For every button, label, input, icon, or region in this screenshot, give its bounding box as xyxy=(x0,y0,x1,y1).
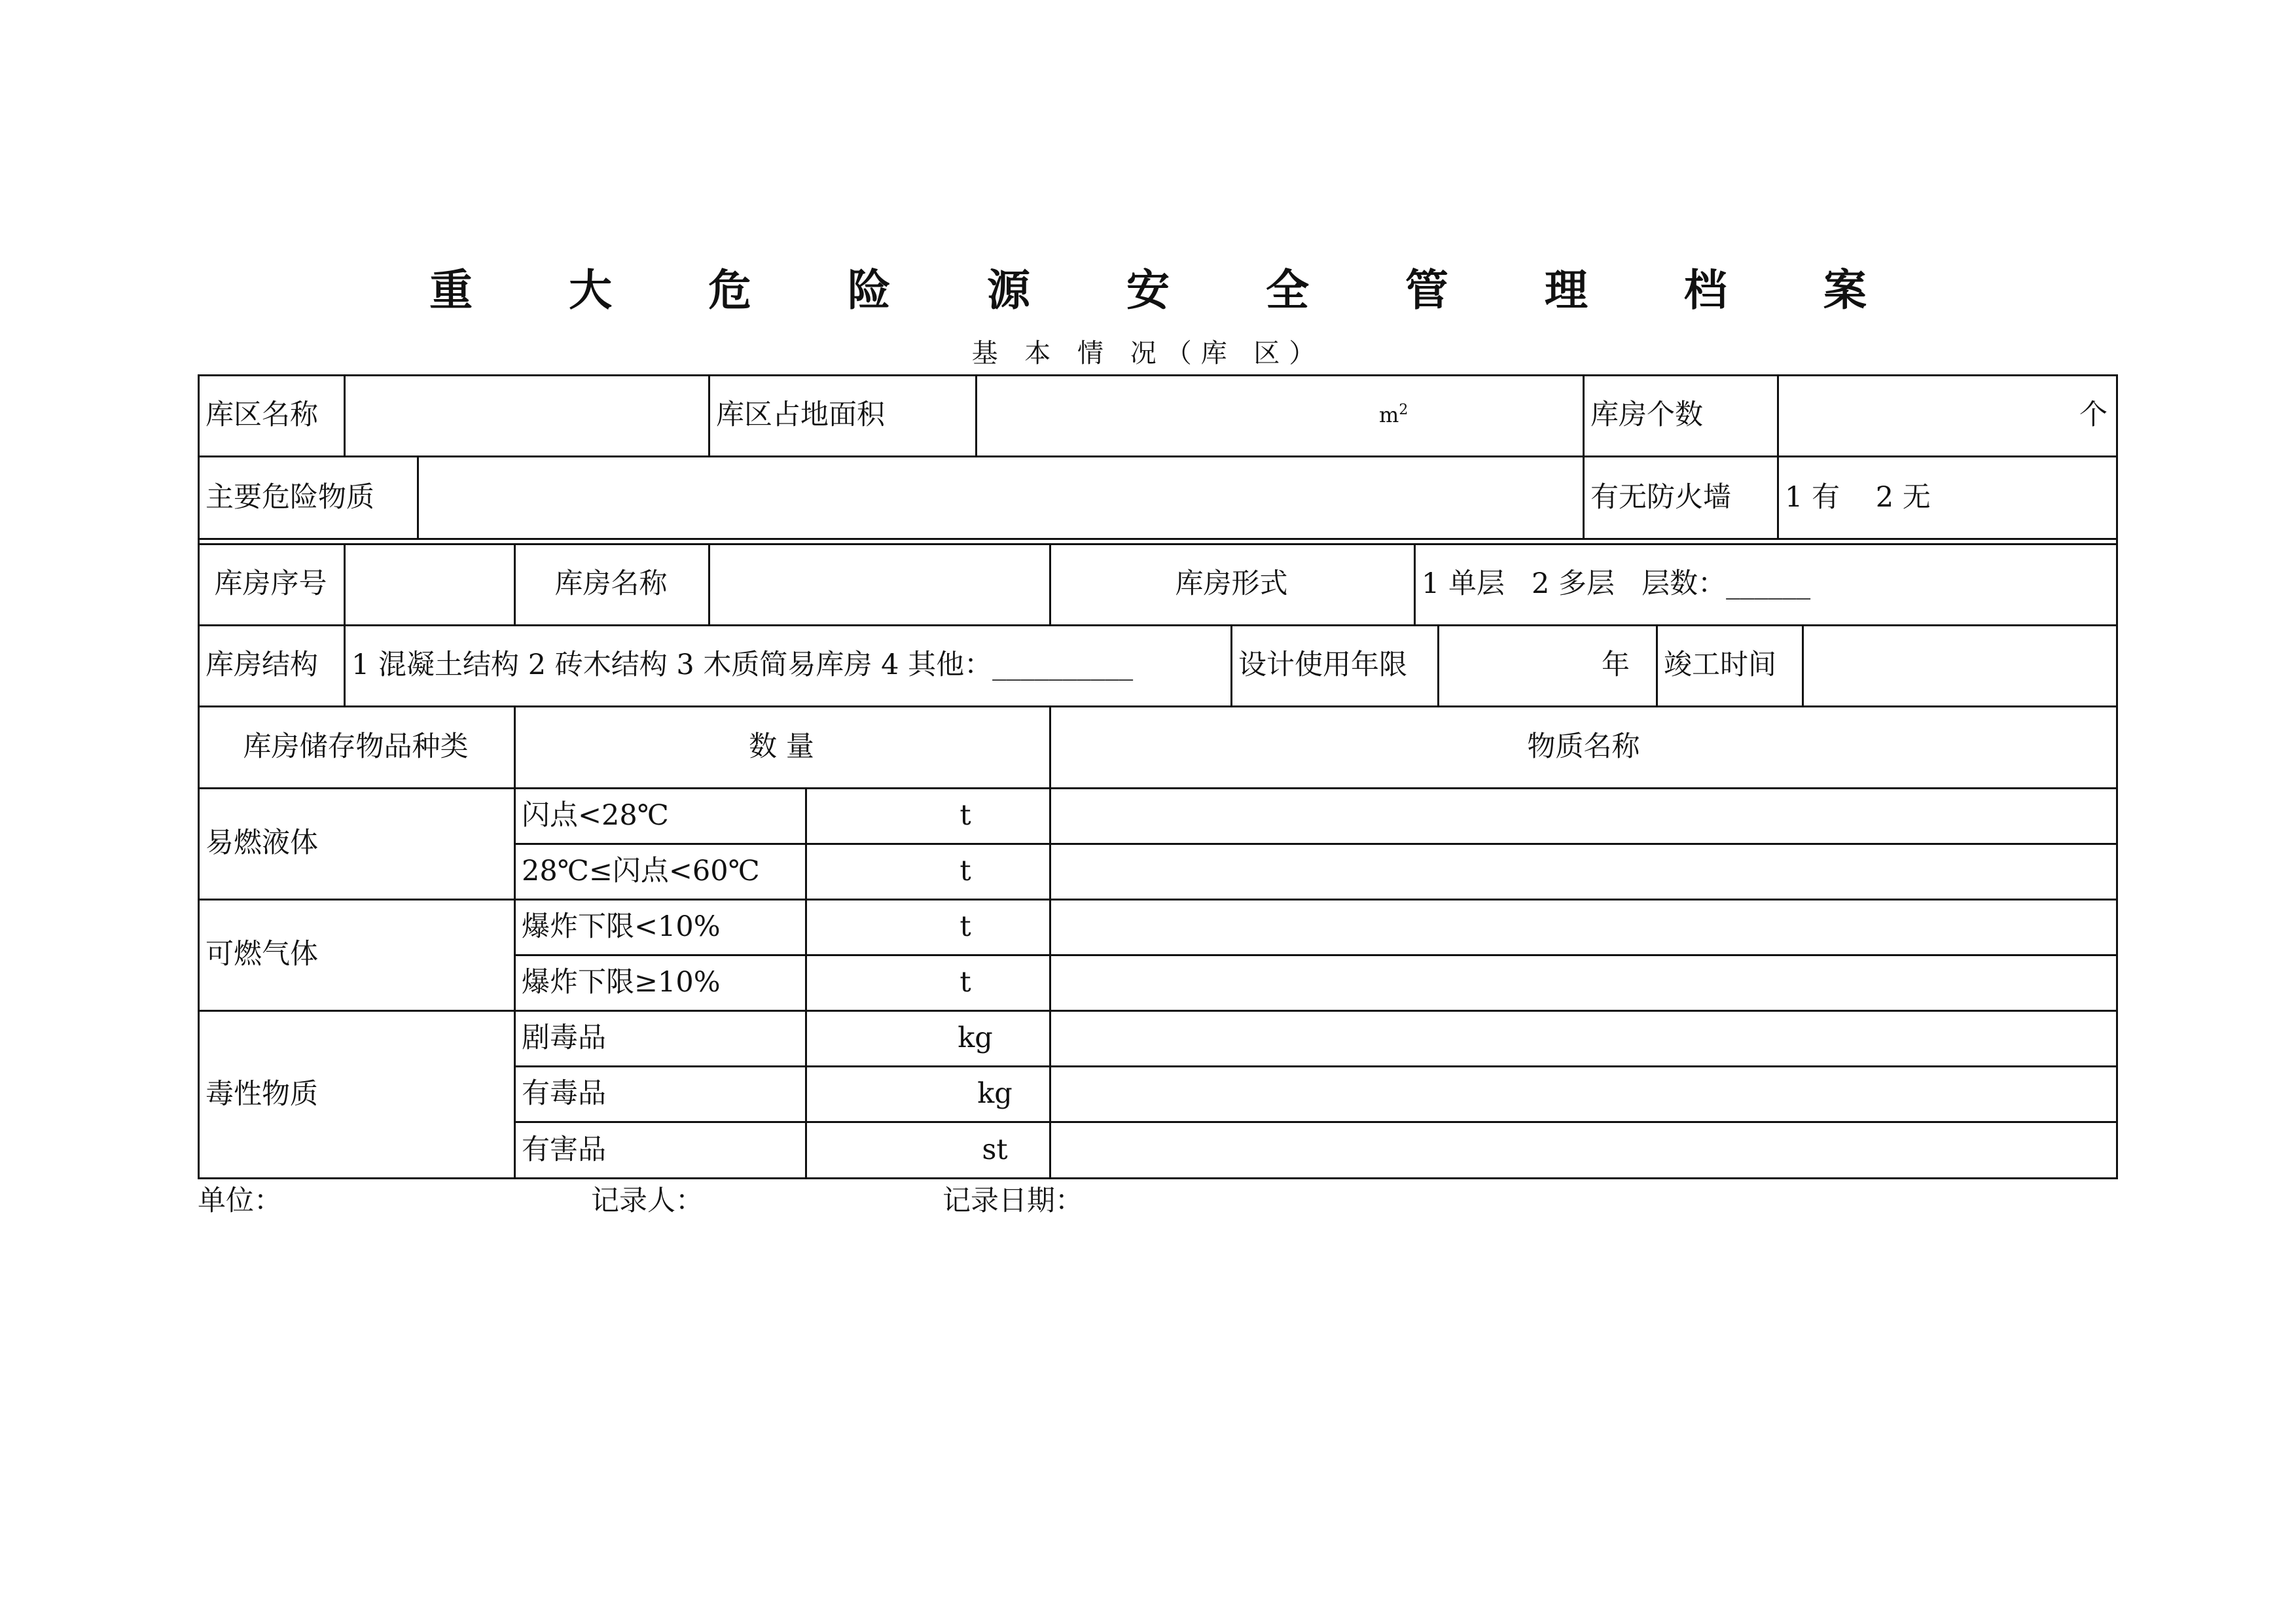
substance-name-field[interactable] xyxy=(1049,1122,2118,1179)
design-life-label: 设计使用年限 xyxy=(1238,649,1407,682)
warehouse-structure-options[interactable]: 1 混凝土结构 2 砖木结构 3 木质简易库房 4 其他：__________ xyxy=(351,649,1134,682)
warehouse-name-label: 库房名称 xyxy=(554,567,668,600)
main-hazard-field[interactable] xyxy=(417,456,1583,539)
quantity-condition: 剧毒品 xyxy=(522,1021,606,1054)
land-area-field[interactable] xyxy=(975,374,1583,456)
quantity-condition: 爆炸下限≥10% xyxy=(522,965,721,999)
completion-time-label: 竣工时间 xyxy=(1664,649,1776,682)
quantity-condition: 闪点<28℃ xyxy=(522,798,669,832)
warehouse-form-options[interactable]: 1 单层 2 多层 层数：______ xyxy=(1422,567,1811,600)
land-area-label: 库区占地面积 xyxy=(716,398,885,431)
warehouse-structure-label: 库房结构 xyxy=(206,649,318,682)
category-toxic-substance: 毒性物质 xyxy=(206,1078,318,1111)
quantity-condition: 有毒品 xyxy=(522,1077,606,1110)
quantity-condition: 有害品 xyxy=(522,1133,606,1167)
category-flammable-liquid: 易燃液体 xyxy=(206,827,318,860)
main-hazard-label: 主要危险物质 xyxy=(206,480,374,514)
warehouse-name-field[interactable] xyxy=(708,543,1049,625)
firewall-label: 有无防火墙 xyxy=(1590,480,1731,514)
substance-name-field[interactable] xyxy=(1049,844,2118,899)
warehouse-serial-label: 库房序号 xyxy=(214,567,327,600)
category-header: 库房储存物品种类 xyxy=(243,730,469,763)
footer-date-label: 记录日期： xyxy=(942,1185,1083,1217)
warehouse-count-unit: 个 xyxy=(2079,398,2108,431)
substance-name-field[interactable] xyxy=(1049,1010,2118,1066)
quantity-unit[interactable]: t xyxy=(960,965,971,999)
substance-name-field[interactable] xyxy=(1049,1066,2118,1122)
quantity-unit[interactable]: kg xyxy=(977,1077,1013,1110)
warehouse-serial-field[interactable] xyxy=(344,543,514,625)
document-subtitle: 基 本 情 况（库 区） xyxy=(971,338,1325,368)
quantity-unit[interactable]: kg xyxy=(958,1021,993,1054)
design-life-unit: 年 xyxy=(1602,649,1630,682)
warehouse-count-label: 库房个数 xyxy=(1590,398,1703,431)
substance-name-field[interactable] xyxy=(1049,899,2118,955)
substance-name-header: 物质名称 xyxy=(1527,730,1640,763)
quantity-condition: 爆炸下限<10% xyxy=(522,910,721,943)
quantity-unit[interactable]: t xyxy=(960,854,971,887)
quantity-unit[interactable]: t xyxy=(960,910,971,943)
substance-name-field[interactable] xyxy=(1049,788,2118,844)
area-name-label: 库区名称 xyxy=(206,398,318,431)
firewall-options[interactable]: 1 有 2 无 xyxy=(1785,480,1931,514)
footer-recorder-label: 记录人： xyxy=(591,1185,704,1217)
completion-time-field[interactable] xyxy=(1802,625,2118,706)
quantity-condition: 28℃≤闪点<60℃ xyxy=(522,854,760,887)
quantity-unit[interactable]: t xyxy=(960,798,971,832)
category-combustible-gas: 可燃气体 xyxy=(206,938,318,971)
design-life-field[interactable] xyxy=(1437,625,1656,706)
quantity-header: 数 量 xyxy=(749,730,814,763)
warehouse-count-field[interactable] xyxy=(1777,374,2118,456)
area-name-field[interactable] xyxy=(344,374,708,456)
footer-unit-label: 单位： xyxy=(198,1185,282,1217)
land-area-unit: $m^2$ xyxy=(1379,401,1408,427)
document-title: 重 大 危 险 源 安 全 管 理 档 案 xyxy=(429,264,1907,315)
warehouse-form-label: 库房形式 xyxy=(1175,567,1288,600)
substance-name-field[interactable] xyxy=(1049,955,2118,1010)
quantity-unit[interactable]: st xyxy=(982,1133,1008,1167)
